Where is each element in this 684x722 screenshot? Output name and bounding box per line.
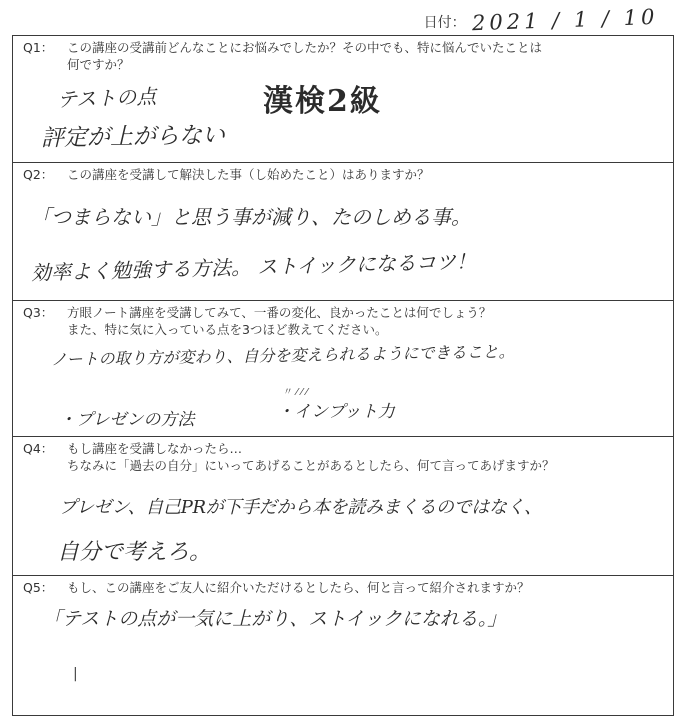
date-row — [423, 4, 659, 36]
question-4-section — [13, 437, 673, 576]
question-text: ちなみに「過去の自分」にいってあげることがあるとしたら、何て言ってあげますか？ — [67, 458, 555, 473]
answer-text: 自分で考えろ。 — [57, 540, 212, 565]
question-text: 何ですか？ — [67, 57, 130, 72]
answer-text: ノートの取り方が変わり、自分を変えられるようにできること。 — [50, 341, 515, 370]
question-text: もし講座を受講しなかったら… — [67, 441, 243, 456]
question-text: 方眼ノート講座を受講してみて、一番の変化、良かったことは何でしょう？ — [67, 305, 492, 320]
question-2-section — [13, 163, 673, 301]
answer-text: 漢検2級 — [263, 84, 382, 119]
answer-text: ・インプット力 — [277, 402, 395, 422]
answer-text: テストの点 — [56, 84, 157, 112]
pen-mark: | — [73, 666, 78, 682]
answer-text: 「つまらない」と思う事が減り、たのしめる事。 — [31, 205, 471, 229]
question-label: Q3： — [23, 305, 54, 320]
questionnaire-sheet — [12, 35, 674, 716]
question-1-section — [13, 36, 673, 163]
answer-text: ・プレゼンの方法 — [59, 410, 195, 430]
question-text: この講座を受講して解決した事（し始めたこと）はありますか？ — [67, 167, 430, 182]
question-3-section — [13, 301, 673, 437]
question-label: Q1： — [23, 40, 54, 55]
scribble-mark: 〃 ⁄ ⁄ ⁄ — [283, 387, 308, 398]
answer-text: 評定が上がらない — [40, 122, 226, 152]
answer-text: 「テストの点が一気に上がり、ストイックになれる。」 — [43, 608, 507, 630]
question-label: Q4： — [23, 441, 54, 456]
answer-text: 効率よく勉強する方法。 ストイックになるコツ！ — [30, 249, 477, 285]
date-value: 2021 / 1 / 10 — [471, 4, 659, 36]
question-label: Q5： — [23, 580, 54, 595]
question-text: この講座の受講前どんなことにお悩みでしたか？その中でも、特に悩んでいたことは — [67, 40, 543, 55]
answer-text: プレゼン、自己PRが下手だから本を読みまくるのではなく、 — [59, 497, 542, 518]
date-label: 日付： — [423, 15, 466, 31]
question-5-section — [13, 576, 673, 717]
question-text: また、特に気に入っている点を3つほど教えてください。 — [67, 322, 388, 337]
question-label: Q2： — [23, 167, 54, 182]
question-text: もし、この講座をご友人に紹介いただけるとしたら、何と言って紹介されますか？ — [67, 580, 530, 595]
